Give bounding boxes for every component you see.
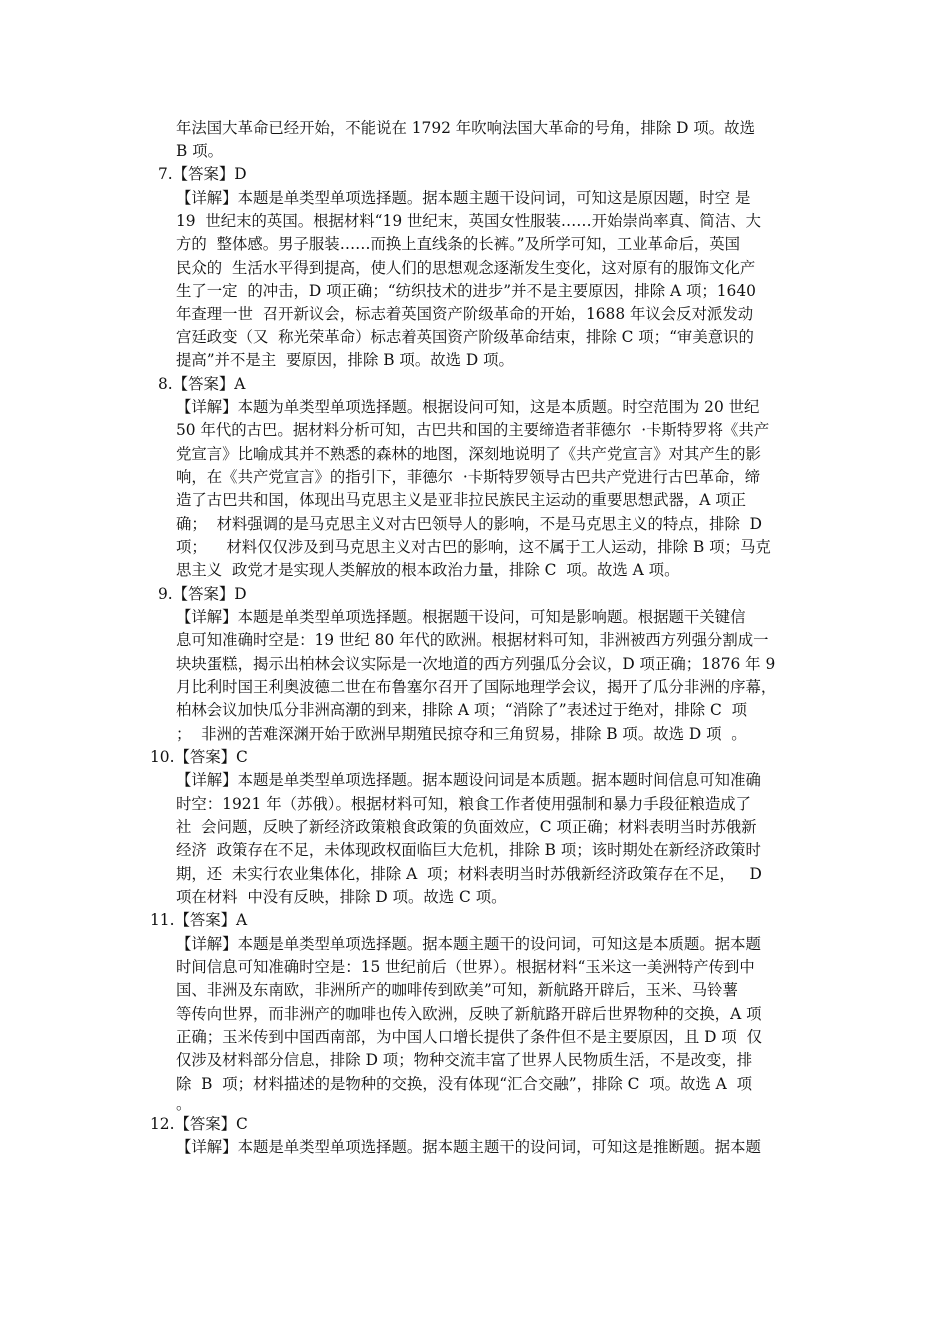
text-line: 19 世纪末的英国。根据材料“19 世纪末，英国女性服装……开始崇尚率真、简洁、大 bbox=[176, 212, 761, 230]
text-line: 年法国大革命已经开始，不能说在 1792 年吹响法国大革命的号角，排除 D 项。故选 bbox=[176, 119, 755, 137]
text-line: 确； 材料强调的是马克思主义对古巴领导人的影响，不是马克思主义的特点，排除 D bbox=[176, 515, 762, 533]
text-line: 国、非洲及东南欧，非洲所产的咖啡传到欧美”可知，新航路开辟后，玉米、马铃薯 bbox=[176, 981, 738, 999]
text-line: 50 年代的古巴。据材料分析可知，古巴共和国的主要缔造者菲德尔 ·卡斯特罗将《共产 bbox=[176, 421, 770, 439]
text-line: 时间信息可知准确时空是：15 世纪前后（世界）。根据材料“玉米这一美洲特产传到中 bbox=[176, 958, 755, 976]
text-line: 【详解】本题为单类型单项选择题。根据设问可知，这是本质题。时空范围为 20 世纪 bbox=[176, 398, 760, 416]
text-line: 造了古巴共和国，体现出马克思主义是亚非拉民族民主运动的重要思想武器，A 项正 bbox=[176, 491, 747, 509]
text-line: 经济 政策存在不足，未体现政权面临巨大危机，排除 B 项；该时期处在新经济政策时 bbox=[176, 841, 761, 859]
text-line: 仅涉及材料部分信息，排除 D 项；物种交流丰富了世界人民物质生活，不是改变，排 bbox=[176, 1051, 753, 1069]
answer-heading-10: 10.【答案】C bbox=[150, 748, 248, 766]
text-line: 【详解】本题是单类型单项选择题。据本题主题干的设问词，可知这是推断题。据本题 bbox=[176, 1138, 761, 1156]
text-line: 社 会问题，反映了新经济政策粮食政策的负面效应，C 项正确；材料表明当时苏俄新 bbox=[176, 818, 757, 836]
text-line: 方的 整体感。男子服装……而换上直线条的长裤。”及所学可知，工业革命后，英国 bbox=[176, 235, 741, 253]
text-line: B 项。 bbox=[176, 142, 223, 160]
text-line: 【详解】本题是单类型单项选择题。据本题主题干的设问词，可知这是本质题。据本题 bbox=[176, 935, 761, 953]
text-line: 正确；玉米传到中国西南部，为中国人口增长提供了条件但不是主要原因，且 D 项 仅 bbox=[176, 1028, 762, 1046]
answer-heading-8: 8.【答案】A bbox=[158, 375, 246, 393]
text-line: 响，在《共产党宣言》的指引下，菲德尔 ·卡斯特罗领导古巴共产党进行古巴革命，缔 bbox=[176, 468, 761, 486]
text-line: 提高”并不是主 要原因，排除 B 项。故选 D 项。 bbox=[176, 351, 514, 369]
text-line: 块块蛋糕，揭示出柏林会议实际是一次地道的西方列强瓜分会议，D 项正确；1876 年 9 bbox=[176, 655, 776, 673]
text-line: 【详解】本题是单类型单项选择题。据本题设问词是本质题。据本题时间信息可知准确 bbox=[176, 771, 761, 789]
text-line: 月比利时国王利奥波德二世在布鲁塞尔召开了国际地理学会议，揭开了瓜分非洲的序幕， bbox=[176, 678, 777, 696]
answer-heading-12: 12.【答案】C bbox=[150, 1115, 248, 1133]
text-line: 项在材料 中没有反映，排除 D 项。故选 C 项。 bbox=[176, 888, 507, 906]
text-line: 等传向世界，而非洲产的咖啡也传入欧洲，反映了新航路开辟后世界物种的交换，A 项 bbox=[176, 1005, 762, 1023]
text-line: 时空：1921 年（苏俄）。根据材料可知，粮食工作者使用强制和暴力手段征粮造成了 bbox=[176, 795, 752, 813]
text-line: 年查理一世 召开新议会，标志着英国资产阶级革命的开始，1688 年议会反对派发动 bbox=[176, 305, 754, 323]
text-line: 期，还 未实行农业集体化，排除 A 项；材料表明当时苏俄新经济政策存在不足， D bbox=[176, 865, 762, 883]
text-line: 【详解】本题是单类型单项选择题。据本题主题干设问词，可知这是原因题，时空 是 bbox=[176, 189, 751, 207]
text-line: 柏林会议加快瓜分非洲高潮的到来，排除 A 项；“消除了”表述过于绝对，排除 C 项 bbox=[176, 701, 747, 719]
text-line: 除 B 项；材料描述的是物种的交换，没有体现“汇合交融”，排除 C 项。故选 A 项 bbox=[176, 1075, 752, 1093]
text-line: 【详解】本题是单类型单项选择题。根据题干设问，可知是影响题。根据题干关键信 bbox=[176, 608, 746, 626]
answer-heading-7: 7.【答案】D bbox=[158, 165, 247, 183]
text-line: 党宣言》比喻成其并不熟悉的森林的地图，深刻地说明了《共产党宣言》对其产生的影 bbox=[176, 445, 761, 463]
text-line: 。 bbox=[176, 1095, 192, 1113]
text-line: 项； 材料仅仅涉及到马克思主义对古巴的影响，这不属于工人运动，排除 B 项；马克 bbox=[176, 538, 771, 556]
text-line: ； 非洲的苦难深渊开始于欧洲早期殖民掠夺和三角贸易，排除 B 项。故选 D 项 。 bbox=[176, 725, 747, 743]
text-line: 生了一定 的冲击，D 项正确；“纺织技术的进步”并不是主要原因，排除 A 项；1640 bbox=[176, 282, 756, 300]
text-line: 思主义 政党才是实现人类解放的根本政治力量，排除 C 项。故选 A 项。 bbox=[176, 561, 680, 579]
text-line: 息可知准确时空是：19 世纪 80 年代的欧洲。根据材料可知，非洲被西方列强分割成一 bbox=[176, 631, 769, 649]
answer-heading-9: 9.【答案】D bbox=[158, 585, 247, 603]
answer-heading-11: 11.【答案】A bbox=[150, 911, 248, 929]
text-line: 民众的 生活水平得到提高，使人们的思想观念逐渐发生变化，这对原有的服饰文化产 bbox=[176, 259, 756, 277]
text-line: 宫廷政变（又 称光荣革命）标志着英国资产阶级革命结束，排除 C 项；“审美意识的 bbox=[176, 328, 754, 346]
